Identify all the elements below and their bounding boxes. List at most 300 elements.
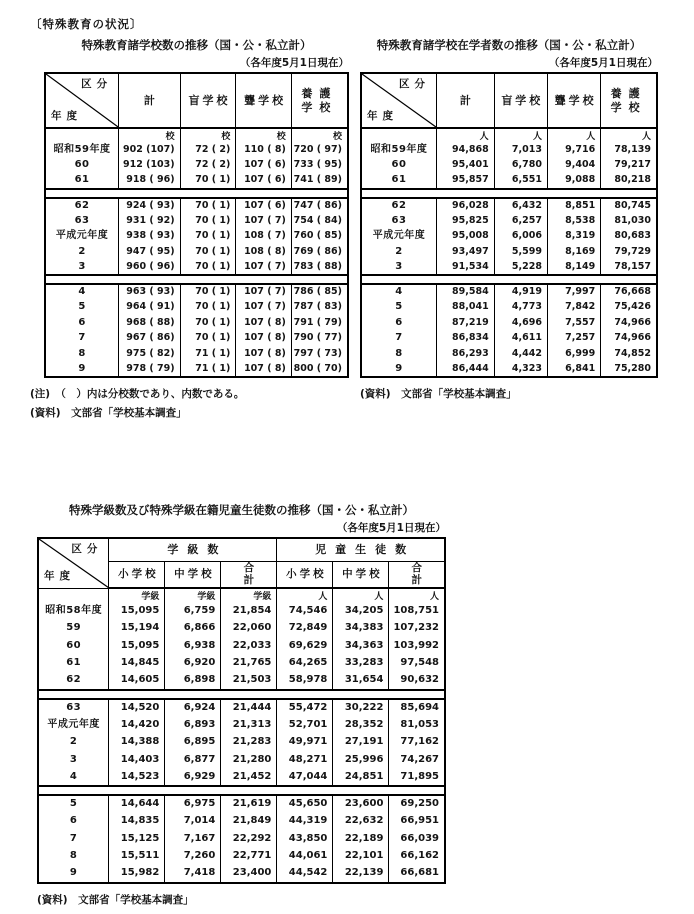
value-cell: 21,452 [221, 769, 277, 787]
value-cell: 21,619 [221, 795, 277, 813]
table-source-note: (資料) 文部省「学校基本調査」 [360, 388, 517, 400]
value-cell: 760 ( 85) [291, 229, 348, 245]
column-header: 小学校 [277, 562, 333, 589]
value-cell: 15,125 [109, 830, 165, 848]
value-cell: 97,548 [389, 655, 445, 673]
stacked-column-header-label: 養護 学校 [610, 86, 647, 114]
unit-label: 人 [277, 588, 333, 602]
value-cell: 80,218 [601, 173, 657, 189]
value-cell: 7,842 [547, 300, 600, 316]
table-subtitle: （各年度5月1日現在） [336, 522, 446, 534]
value-cell: 70 ( 1) [180, 198, 236, 214]
table-row [38, 637, 445, 655]
value-cell: 107 ( 7) [236, 300, 291, 316]
value-cell: 6,929 [165, 769, 221, 787]
year-label: 平成元年度 [47, 718, 100, 730]
column-header [291, 73, 348, 128]
value-cell: 938 ( 93) [119, 229, 181, 245]
value-cell: 733 ( 95) [291, 158, 348, 174]
year-label: 60 [391, 159, 407, 170]
value-cell: 6,780 [494, 158, 547, 174]
year-label: 平成元年度 [55, 230, 109, 241]
unit-row [38, 588, 445, 602]
value-cell: 78,139 [601, 142, 657, 158]
column-header: 計 [436, 73, 494, 128]
value-cell: 77,162 [389, 734, 445, 752]
value-cell: 22,771 [221, 848, 277, 866]
student-count-table-container [360, 72, 658, 378]
value-cell: 55,472 [277, 699, 333, 717]
value-cell: 902 (107) [119, 142, 181, 158]
table-subtitle: （各年度5月1日現在） [548, 57, 658, 69]
value-cell: 72 ( 2) [180, 142, 236, 158]
value-cell: 769 ( 86) [291, 244, 348, 260]
value-cell: 81,030 [601, 213, 657, 229]
value-cell: 44,542 [277, 865, 333, 883]
unit-row [45, 128, 348, 142]
value-cell: 72,849 [277, 620, 333, 638]
value-cell: 85,694 [389, 699, 445, 717]
value-cell: 22,101 [333, 848, 389, 866]
value-cell: 6,432 [494, 198, 547, 214]
value-cell: 22,139 [333, 865, 389, 883]
value-cell: 79,217 [601, 158, 657, 174]
value-cell: 15,095 [109, 637, 165, 655]
value-cell: 108 ( 7) [236, 229, 291, 245]
unit-label: 人 [333, 588, 389, 602]
value-cell: 80,745 [601, 198, 657, 214]
table-title: 特殊教育諸学校数の推移（国・公・私立計） [81, 38, 312, 52]
value-cell: 754 ( 84) [291, 213, 348, 229]
block-separator [361, 275, 657, 284]
value-cell: 5,599 [494, 244, 547, 260]
table-section-school-count [30, 38, 349, 423]
value-cell: 71,895 [389, 769, 445, 787]
group-header: 児童生徒数 [277, 538, 445, 562]
year-label: 6 [78, 316, 86, 328]
value-cell: 66,039 [389, 830, 445, 848]
year-label: 9 [395, 362, 403, 374]
value-cell: 21,503 [221, 672, 277, 690]
value-cell: 95,008 [436, 229, 494, 245]
value-cell: 6,938 [165, 637, 221, 655]
table-row [361, 284, 657, 300]
value-cell: 800 ( 70) [291, 362, 348, 378]
year-label: 5 [78, 301, 86, 312]
year-label: 61 [66, 657, 82, 668]
year-label: 6 [395, 316, 403, 328]
value-cell: 21,283 [221, 734, 277, 752]
column-header: 盲学校 [180, 73, 236, 128]
year-label: 昭和59年度 [53, 143, 111, 155]
student-count-table [360, 72, 658, 378]
year-label: 4 [78, 286, 86, 297]
table-row [38, 734, 445, 752]
column-header: 盲学校 [494, 73, 547, 128]
value-cell: 4,919 [494, 284, 547, 300]
value-cell: 75,280 [601, 362, 657, 378]
value-cell: 791 ( 79) [291, 315, 348, 331]
unit-label: 校 [180, 128, 236, 142]
table-title: 特殊教育諸学校在学者数の推移（国・公・私立計） [376, 38, 642, 52]
value-cell: 76,668 [601, 284, 657, 300]
year-label: 62 [391, 199, 407, 211]
block-separator-cell [45, 275, 348, 284]
table-row [38, 655, 445, 673]
value-cell: 6,877 [165, 751, 221, 769]
value-cell: 89,584 [436, 284, 494, 300]
value-cell: 69,629 [277, 637, 333, 655]
table-row [361, 300, 657, 316]
block-separator-cell [361, 275, 657, 284]
value-cell: 23,600 [333, 795, 389, 813]
value-cell: 66,681 [389, 865, 445, 883]
year-label: 62 [74, 199, 90, 211]
value-cell: 21,444 [221, 699, 277, 717]
value-cell: 95,825 [436, 213, 494, 229]
school-count-table-container [44, 72, 349, 378]
value-cell: 30,222 [333, 699, 389, 717]
year-label: 4 [69, 770, 78, 782]
table-row [361, 260, 657, 276]
value-cell: 8,851 [547, 198, 600, 214]
value-cell: 108 ( 8) [236, 244, 291, 260]
value-cell: 52,701 [277, 716, 333, 734]
value-cell: 70 ( 1) [180, 315, 236, 331]
year-label: 9 [78, 362, 86, 374]
value-cell: 87,219 [436, 315, 494, 331]
value-cell: 5,228 [494, 260, 547, 276]
value-cell: 14,605 [109, 672, 165, 690]
value-cell: 70 ( 1) [180, 229, 236, 245]
table-source-note: (資料) 文部省「学校基本調査」 [30, 407, 187, 419]
year-label: 7 [69, 832, 78, 844]
value-cell: 6,893 [165, 716, 221, 734]
year-label: 昭和58年度 [45, 604, 103, 616]
corner-top-label: 区分 [71, 543, 103, 555]
unit-spacer-cell [361, 128, 436, 142]
year-label: 4 [395, 286, 403, 297]
value-cell: 6,920 [165, 655, 221, 673]
corner-header-cell [45, 73, 119, 128]
value-cell: 22,060 [221, 620, 277, 638]
special-class-table [37, 537, 446, 884]
value-cell: 15,095 [109, 602, 165, 620]
value-cell: 975 ( 82) [119, 346, 181, 362]
year-label: 9 [69, 867, 78, 878]
year-label: 60 [66, 639, 82, 651]
value-cell: 6,551 [494, 173, 547, 189]
unit-row [361, 128, 657, 142]
value-cell: 918 ( 96) [119, 173, 181, 189]
value-cell: 43,850 [277, 830, 333, 848]
school-count-table [44, 72, 349, 378]
value-cell: 107,232 [389, 620, 445, 638]
value-cell: 95,401 [436, 158, 494, 174]
table-row [38, 795, 445, 813]
year-label: 63 [66, 701, 82, 713]
block-separator-cell [361, 189, 657, 198]
value-cell: 58,978 [277, 672, 333, 690]
table-row [45, 173, 348, 189]
value-cell: 9,716 [547, 142, 600, 158]
corner-header-cell [361, 73, 436, 128]
value-cell: 107 ( 7) [236, 284, 291, 300]
value-cell: 44,061 [277, 848, 333, 866]
value-cell: 45,650 [277, 795, 333, 813]
table-row [361, 346, 657, 362]
year-label: 2 [395, 245, 403, 257]
value-cell: 6,975 [165, 795, 221, 813]
table-row [38, 865, 445, 883]
value-cell: 47,044 [277, 769, 333, 787]
column-header: 聾学校 [547, 73, 600, 128]
value-cell: 48,271 [277, 751, 333, 769]
value-cell: 86,834 [436, 331, 494, 347]
block-separator [45, 189, 348, 198]
value-cell: 964 ( 91) [119, 300, 181, 316]
value-cell: 21,765 [221, 655, 277, 673]
value-cell: 70 ( 1) [180, 284, 236, 300]
table-source-note: (資料) 文部省「学校基本調査」 [37, 893, 194, 906]
value-cell: 7,013 [494, 142, 547, 158]
table-row [38, 699, 445, 717]
table-row [45, 284, 348, 300]
table-row [45, 244, 348, 260]
value-cell: 107 ( 6) [236, 173, 291, 189]
value-cell: 787 ( 83) [291, 300, 348, 316]
value-cell: 7,260 [165, 848, 221, 866]
year-label: 59 [66, 622, 82, 633]
corner-top-label: 区分 [81, 78, 113, 90]
value-cell: 107 ( 8) [236, 331, 291, 347]
value-cell: 70 ( 1) [180, 244, 236, 260]
unit-label: 人 [436, 128, 494, 142]
value-cell: 931 ( 92) [119, 213, 181, 229]
year-label: 6 [69, 815, 78, 826]
year-label: 平成元年度 [372, 230, 426, 241]
column-header: 中学校 [165, 562, 221, 589]
value-cell: 6,006 [494, 229, 547, 245]
table-row [38, 716, 445, 734]
value-cell: 978 ( 79) [119, 362, 181, 378]
value-cell: 4,323 [494, 362, 547, 378]
value-cell: 22,033 [221, 637, 277, 655]
table-row [45, 346, 348, 362]
block-separator [361, 189, 657, 198]
value-cell: 6,841 [547, 362, 600, 378]
value-cell: 7,257 [547, 331, 600, 347]
group-header: 学級数 [109, 538, 277, 562]
corner-bottom-label: 年度 [367, 109, 398, 122]
year-label: 63 [391, 214, 407, 226]
table-row [361, 331, 657, 347]
table-row [361, 315, 657, 331]
year-label: 3 [395, 260, 403, 272]
corner-top-label: 区分 [398, 78, 430, 90]
value-cell: 4,611 [494, 331, 547, 347]
table-row [38, 830, 445, 848]
value-cell: 107 ( 8) [236, 346, 291, 362]
value-cell: 7,167 [165, 830, 221, 848]
table-row [361, 198, 657, 214]
value-cell: 44,319 [277, 813, 333, 831]
year-label: 8 [395, 347, 403, 359]
value-cell: 70 ( 1) [180, 331, 236, 347]
block-separator [45, 275, 348, 284]
value-cell: 21,854 [221, 602, 277, 620]
value-cell: 8,319 [547, 229, 600, 245]
value-cell: 27,191 [333, 734, 389, 752]
year-label: 8 [69, 850, 78, 861]
value-cell: 107 ( 7) [236, 260, 291, 276]
value-cell: 78,157 [601, 260, 657, 276]
table-row [38, 602, 445, 620]
value-cell: 23,400 [221, 865, 277, 883]
value-cell: 70 ( 1) [180, 173, 236, 189]
column-header [601, 73, 657, 128]
value-cell: 790 ( 77) [291, 331, 348, 347]
value-cell: 72 ( 2) [180, 158, 236, 174]
value-cell: 7,997 [547, 284, 600, 300]
unit-label: 校 [236, 128, 291, 142]
table-row [38, 769, 445, 787]
unit-label: 学級 [109, 588, 165, 602]
year-label: 60 [74, 159, 90, 170]
year-label: 昭和59年度 [370, 143, 428, 155]
value-cell: 783 ( 88) [291, 260, 348, 276]
year-label: 62 [66, 674, 82, 685]
value-cell: 967 ( 86) [119, 331, 181, 347]
value-cell: 88,041 [436, 300, 494, 316]
table-row [45, 213, 348, 229]
table-row [45, 260, 348, 276]
value-cell: 107 ( 6) [236, 158, 291, 174]
unit-label: 学級 [221, 588, 277, 602]
value-cell: 74,546 [277, 602, 333, 620]
table-row [38, 620, 445, 638]
value-cell: 96,028 [436, 198, 494, 214]
value-cell: 69,250 [389, 795, 445, 813]
value-cell: 94,868 [436, 142, 494, 158]
year-label: 8 [78, 347, 86, 359]
unit-spacer-cell [45, 128, 119, 142]
table-row [45, 158, 348, 174]
value-cell: 947 ( 95) [119, 244, 181, 260]
unit-label: 校 [291, 128, 348, 142]
value-cell: 66,162 [389, 848, 445, 866]
value-cell: 6,999 [547, 346, 600, 362]
value-cell: 21,280 [221, 751, 277, 769]
value-cell: 14,644 [109, 795, 165, 813]
table-row [45, 331, 348, 347]
table-row [38, 848, 445, 866]
value-cell: 924 ( 93) [119, 198, 181, 214]
value-cell: 741 ( 89) [291, 173, 348, 189]
block-separator-cell [45, 189, 348, 198]
column-header: 計 [119, 73, 181, 128]
value-cell: 8,169 [547, 244, 600, 260]
table-row [45, 229, 348, 245]
value-cell: 6,898 [165, 672, 221, 690]
table-row [361, 229, 657, 245]
value-cell: 9,088 [547, 173, 600, 189]
value-cell: 22,292 [221, 830, 277, 848]
block-separator-cell [38, 690, 445, 699]
value-cell: 15,982 [109, 865, 165, 883]
value-cell: 74,852 [601, 346, 657, 362]
value-cell: 70 ( 1) [180, 300, 236, 316]
value-cell: 108,751 [389, 602, 445, 620]
value-cell: 103,992 [389, 637, 445, 655]
value-cell: 33,283 [333, 655, 389, 673]
table-section-student-count [360, 38, 658, 404]
special-class-table-container [37, 537, 446, 884]
unit-label: 人 [494, 128, 547, 142]
table-row [38, 813, 445, 831]
unit-label: 学級 [165, 588, 221, 602]
value-cell: 28,352 [333, 716, 389, 734]
table-section-special-class [37, 503, 446, 910]
value-cell: 107 ( 7) [236, 213, 291, 229]
value-cell: 34,205 [333, 602, 389, 620]
year-label: 63 [74, 214, 90, 226]
value-cell: 14,403 [109, 751, 165, 769]
year-label: 2 [78, 245, 86, 257]
value-cell: 107 ( 8) [236, 362, 291, 378]
unit-spacer-cell [38, 588, 109, 602]
value-cell: 963 ( 93) [119, 284, 181, 300]
value-cell: 14,845 [109, 655, 165, 673]
value-cell: 86,444 [436, 362, 494, 378]
corner-bottom-label: 年度 [51, 109, 82, 122]
value-cell: 6,759 [165, 602, 221, 620]
value-cell: 14,523 [109, 769, 165, 787]
value-cell: 31,654 [333, 672, 389, 690]
table-row [38, 672, 445, 690]
value-cell: 79,729 [601, 244, 657, 260]
stacked-column-header-label: 養護 学校 [301, 86, 338, 114]
value-cell: 64,265 [277, 655, 333, 673]
value-cell: 86,293 [436, 346, 494, 362]
table-row [45, 315, 348, 331]
table-row [45, 198, 348, 214]
value-cell: 6,895 [165, 734, 221, 752]
value-cell: 91,534 [436, 260, 494, 276]
table-row [361, 213, 657, 229]
value-cell: 912 (103) [119, 158, 181, 174]
block-separator-cell [38, 786, 445, 795]
column-header: 合計 [221, 562, 277, 589]
table-row [45, 362, 348, 378]
value-cell: 15,511 [109, 848, 165, 866]
value-cell: 107 ( 6) [236, 198, 291, 214]
block-separator [38, 690, 445, 699]
value-cell: 6,257 [494, 213, 547, 229]
table-note: (注) （ ）内は分校数であり、内数である。 [30, 388, 245, 400]
value-cell: 14,520 [109, 699, 165, 717]
column-header: 中学校 [333, 562, 389, 589]
value-cell: 4,696 [494, 315, 547, 331]
value-cell: 75,426 [601, 300, 657, 316]
table-row [45, 300, 348, 316]
value-cell: 90,632 [389, 672, 445, 690]
corner-bottom-label: 年度 [44, 570, 75, 583]
column-header: 合計 [389, 562, 445, 589]
value-cell: 7,014 [165, 813, 221, 831]
value-cell: 15,194 [109, 620, 165, 638]
value-cell: 6,866 [165, 620, 221, 638]
